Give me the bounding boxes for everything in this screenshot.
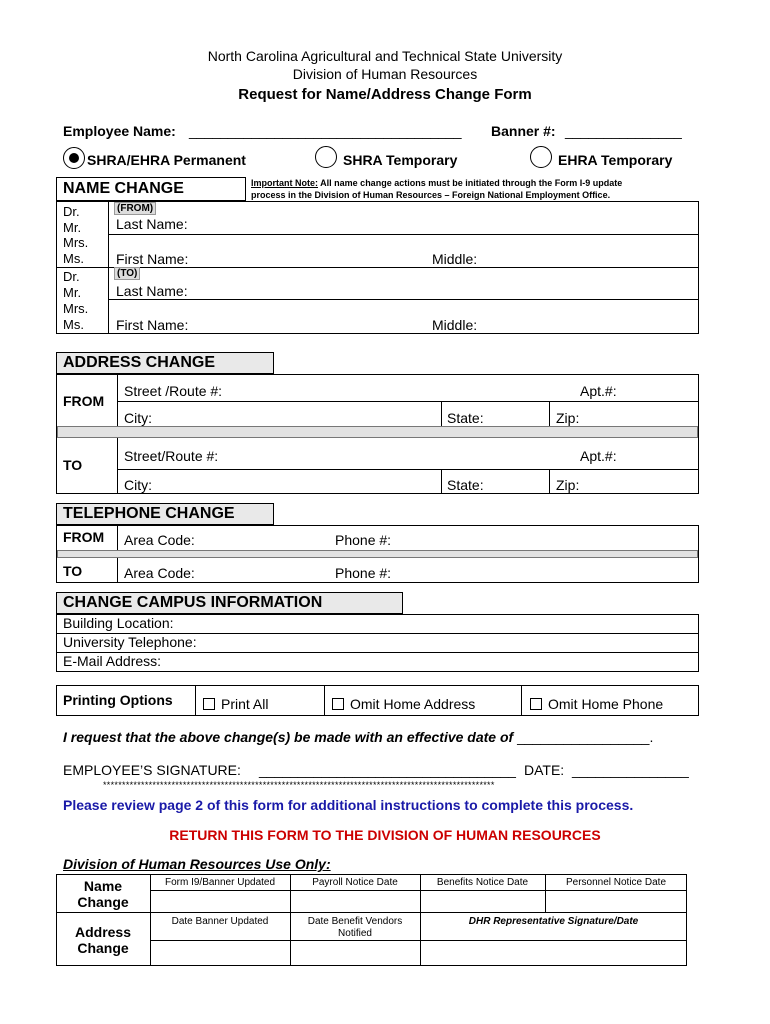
to-street-field[interactable]: Street/Route #:: [124, 448, 219, 464]
campus-info-heading: CHANGE CAMPUS INFORMATION: [63, 594, 323, 611]
hr-col-date-banner-updated: Date Banner Updated: [171, 916, 269, 927]
from-zip-field[interactable]: Zip:: [556, 410, 580, 426]
radio-label-shra-temporary: SHRA Temporary: [343, 152, 458, 168]
address-table-divider: [441, 469, 442, 494]
checkbox-icon: [530, 698, 542, 710]
to-last-name-field[interactable]: Last Name:: [116, 283, 188, 299]
division-name: Division of Human Resources: [292, 66, 478, 82]
to-zip-field[interactable]: Zip:: [556, 477, 580, 493]
telephone-change-heading: TELEPHONE CHANGE: [63, 505, 235, 522]
hr-name-change-label-2: Change: [77, 894, 129, 910]
address-table-divider: [441, 401, 442, 426]
title-ms[interactable]: Ms.: [63, 317, 84, 332]
from-phone-field[interactable]: Phone #:: [335, 532, 392, 548]
effective-date-text: I request that the above change(s) be made with an effective date of: [63, 729, 514, 745]
title-mrs[interactable]: Mrs.: [63, 235, 89, 250]
banner-number-label: Banner #:: [491, 123, 556, 139]
hr-col-benefits-notice: Benefits Notice Date: [436, 877, 529, 888]
title-mrs[interactable]: Mrs.: [63, 301, 89, 316]
printing-options-label: Printing Options: [63, 692, 173, 708]
hr-col-benefit-vendors-1: Date Benefit Vendors: [307, 916, 403, 927]
employee-name-field[interactable]: ___________________________________: [189, 123, 462, 139]
omit-home-address-label: Omit Home Address: [350, 696, 476, 712]
hr-col-payroll-notice: Payroll Notice Date: [312, 877, 398, 888]
university-telephone-field[interactable]: University Telephone:: [63, 634, 197, 650]
printing-divider: [521, 685, 522, 716]
from-apt-field[interactable]: Apt.#:: [580, 383, 617, 399]
address-change-heading: ADDRESS CHANGE: [63, 354, 216, 371]
radio-ehra-temporary[interactable]: [530, 146, 552, 168]
address-shaded-separator: [57, 426, 698, 438]
hr-use-only-heading: Division of Human Resources Use Only:: [63, 856, 331, 872]
radio-label-ehra-temporary: EHRA Temporary: [558, 152, 673, 168]
checkbox-omit-home-phone[interactable]: [530, 696, 663, 712]
hr-col-personnel-notice: Personnel Notice Date: [565, 877, 667, 888]
title-dr[interactable]: Dr.: [63, 269, 80, 284]
hr-col-dhr-signature: DHR Representative Signature/Date: [468, 916, 639, 927]
employee-name-label: Employee Name:: [63, 123, 176, 139]
hr-address-change-label-1: Address: [74, 924, 132, 940]
address-table-divider: [549, 469, 550, 494]
from-last-name-field[interactable]: Last Name:: [116, 216, 188, 232]
address-to-label: TO: [63, 457, 83, 473]
name-table-rule: [108, 234, 699, 235]
from-middle-field[interactable]: Middle:: [432, 251, 478, 267]
from-street-field[interactable]: Street /Route #:: [124, 383, 223, 399]
separator-stars: *******************************************************************************************************: [103, 780, 495, 790]
hr-col-form-i9-banner: Form I9/Banner Updated: [164, 877, 276, 888]
building-location-field[interactable]: Building Location:: [63, 615, 174, 631]
title-mr[interactable]: Mr.: [63, 220, 82, 235]
to-city-field[interactable]: City:: [124, 477, 152, 493]
omit-home-phone-label: Omit Home Phone: [548, 696, 664, 712]
signature-date-label: DATE:: [524, 762, 565, 778]
name-table-rule: [108, 299, 699, 300]
name-table-rule: [56, 267, 699, 268]
checkbox-icon: [203, 698, 215, 710]
radio-selected-dot: [69, 153, 79, 163]
print-all-label: Print All: [221, 696, 269, 712]
title-mr[interactable]: Mr.: [63, 285, 82, 300]
checkbox-omit-home-address[interactable]: [332, 696, 475, 712]
employee-signature-field[interactable]: _________________________________: [259, 762, 516, 778]
to-state-field[interactable]: State:: [447, 477, 484, 493]
telephone-from-label: FROM: [63, 529, 105, 545]
checkbox-icon: [332, 698, 344, 710]
banner-number-field[interactable]: _______________: [565, 123, 682, 139]
from-first-name-field[interactable]: First Name:: [116, 251, 189, 267]
university-name: North Carolina Agricultural and Technical State University: [207, 48, 563, 64]
important-note-label: Important Note:: [251, 178, 318, 188]
address-table-rule: [117, 469, 699, 470]
hr-name-change-label-1: Name: [83, 878, 123, 894]
to-area-code-field[interactable]: Area Code:: [124, 565, 195, 581]
important-note: [251, 178, 622, 188]
important-note-text-2: process in the Division of Human Resources – Foreign National Employment Office.: [251, 190, 611, 200]
radio-shra-temporary[interactable]: [315, 146, 337, 168]
from-state-field[interactable]: State:: [447, 410, 484, 426]
to-tag: (TO): [114, 267, 140, 280]
signature-date-field[interactable]: _______________: [572, 762, 689, 778]
title-ms[interactable]: Ms.: [63, 251, 84, 266]
to-apt-field[interactable]: Apt.#:: [580, 448, 617, 464]
address-from-label: FROM: [63, 393, 105, 409]
title-dr[interactable]: Dr.: [63, 204, 80, 219]
checkbox-print-all[interactable]: [203, 696, 268, 712]
hr-table-rule: [150, 890, 687, 891]
to-first-name-field[interactable]: First Name:: [116, 317, 189, 333]
radio-label-shra-ehra-permanent: SHRA/EHRA Permanent: [87, 152, 246, 168]
from-tag: (FROM): [114, 202, 156, 215]
printing-divider: [324, 685, 325, 716]
radio-shra-ehra-permanent[interactable]: [63, 147, 85, 169]
name-change-heading: NAME CHANGE: [63, 180, 184, 197]
form-title: Request for Name/Address Change Form: [238, 86, 532, 103]
review-instructions: Please review page 2 of this form for additional instructions to complete this process.: [63, 797, 634, 813]
hr-address-change-label-2: Change: [77, 940, 129, 956]
email-address-field[interactable]: E-Mail Address:: [63, 653, 162, 669]
return-instructions: RETURN THIS FORM TO THE DIVISION OF HUMAN RESOURCES: [169, 827, 601, 843]
effective-date-request: [63, 729, 653, 745]
from-city-field[interactable]: City:: [124, 410, 152, 426]
hr-table-rule: [150, 940, 687, 941]
effective-date-field[interactable]: _________________.: [517, 729, 654, 745]
telephone-to-label: TO: [63, 563, 83, 579]
hr-table-rule: [56, 912, 687, 913]
printing-divider: [195, 685, 196, 716]
to-phone-field[interactable]: Phone #:: [335, 565, 392, 581]
address-table-divider: [549, 401, 550, 426]
from-area-code-field[interactable]: Area Code:: [124, 532, 195, 548]
to-middle-field[interactable]: Middle:: [432, 317, 478, 333]
important-note-text-1: All name change actions must be initiated through the Form I-9 update: [320, 178, 623, 188]
employee-signature-label: EMPLOYEE’S SIGNATURE:: [63, 762, 241, 778]
hr-col-benefit-vendors-2: Notified: [338, 928, 372, 939]
telephone-shaded-separator: [57, 550, 698, 558]
address-table-rule: [117, 401, 699, 402]
